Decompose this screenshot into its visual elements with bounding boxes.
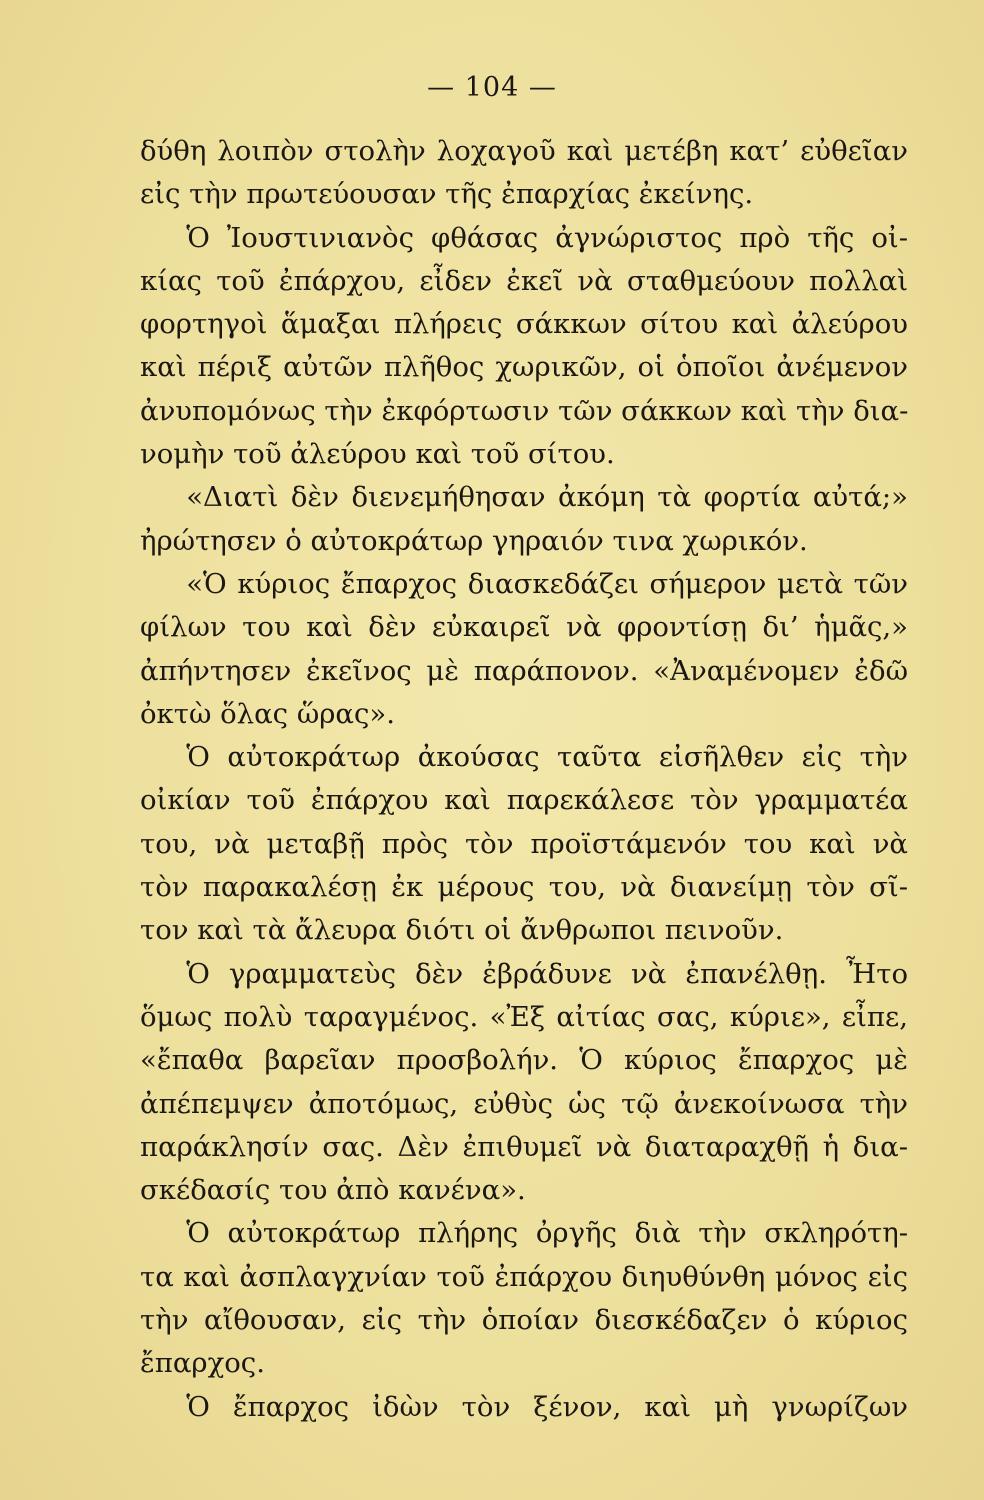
text-line: ὀκτὼ ὅλας ὥρας». bbox=[140, 697, 395, 730]
text-line: ἠρώτησεν ὁ αὐτοκράτωρ γηραιόν τινα χωρικόν. bbox=[140, 524, 808, 557]
text-line: «Διατὶ δὲν διενεμήθησαν ἀκόμη τὰ φορτία αὐτά;» bbox=[186, 481, 908, 514]
text-line: δύθη λοιπὸν στολὴν λοχαγοῦ καὶ μετέβη κατ’ εὐθεῖαν bbox=[140, 135, 908, 167]
text-line: ἀνυπομόνως τὴν ἐκφόρτωσιν τῶν σάκκων καὶ τὴν δια- bbox=[140, 394, 909, 427]
text-line: νομὴν τοῦ ἀλεύρου καὶ τοῦ σίτου. bbox=[140, 438, 615, 471]
text-line: καὶ πέριξ αὐτῶν πλῆθος χωρικῶν, οἱ ὁποῖοι ἀνέμενον bbox=[140, 351, 908, 384]
text-line: κίας τοῦ ἐπάρχου, εἶδεν ἐκεῖ νὰ σταθμεύουν πολλαὶ bbox=[140, 264, 908, 297]
text-line: φίλων του καὶ δὲν εὐκαιρεῖ νὰ φροντίσῃ δι’ ἡμᾶς,» bbox=[140, 611, 908, 644]
text-line: φορτηγοὶ ἅμαξαι πλήρεις σάκκων σίτου καὶ ἀλεύρου bbox=[140, 308, 908, 341]
text-line: «Ὁ κύριος ἔπαρχος διασκεδάζει σήμερον μετὰ τῶν bbox=[186, 567, 908, 600]
page-number: — 104 — bbox=[427, 72, 557, 103]
text-line: τον καὶ τὰ ἄλευρα διότι οἱ ἄνθρωποι πεινοῦν. bbox=[140, 914, 784, 947]
text-line: εἰς τὴν πρωτεύουσαν τῆς ἐπαρχίας ἐκείνης. bbox=[140, 178, 754, 211]
text-line: τα καὶ ἀσπλαγχνίαν τοῦ ἐπάρχου διηυθύνθη μόνος εἰς bbox=[140, 1260, 908, 1293]
text-line: Ὁ αὐτοκράτωρ ἀκούσας ταῦτα εἰσῆλθεν εἰς τὴν bbox=[186, 741, 908, 774]
text-line: Ὁ Ἰουστινιανὸς φθάσας ἀγνώριστος πρὸ τῆς οἰ- bbox=[186, 221, 908, 254]
text-line: τὴν αἴθουσαν, εἰς τὴν ὁποίαν διεσκέδαζεν ὁ κύριος bbox=[140, 1304, 908, 1337]
text-line: Ὁ ἔπαρχος ἰδὼν τὸν ξένον, καὶ μὴ γνωρίζων bbox=[186, 1390, 908, 1423]
text-line: ἔπαρχος. bbox=[140, 1347, 265, 1380]
text-line: ὅμως πολὺ ταραγμένος. «Ἐξ αἰτίας σας, κύριε», εἶπε, bbox=[140, 1000, 908, 1033]
text-line: Ὁ αὐτοκράτωρ πλήρης ὀργῆς διὰ τὴν σκληρότη- bbox=[186, 1217, 908, 1250]
text-line: του, νὰ μεταβῇ πρὸς τὸν προϊστάμενόν του καὶ νὰ bbox=[140, 827, 908, 860]
text-line: σκέδασίς του ἀπὸ κανένα». bbox=[140, 1174, 526, 1207]
text-line: ἀπήντησεν ἐκεῖνος μὲ παράπονον. «Ἀναμένομεν ἐδῶ bbox=[140, 654, 908, 687]
body-text bbox=[140, 130, 908, 1429]
text-line: Ὁ γραμματεὺς δὲν ἐβράδυνε νὰ ἐπανέλθῃ. Ἦτο bbox=[186, 957, 908, 990]
text-line: οἰκίαν τοῦ ἐπάρχου καὶ παρεκάλεσε τὸν γραμματέα bbox=[140, 784, 908, 817]
text-line: «ἔπαθα βαρεῖαν προσβολήν. Ὁ κύριος ἔπαρχος μὲ bbox=[140, 1044, 908, 1077]
text-line: παράκλησίν σας. Δὲν ἐπιθυμεῖ νὰ διαταραχθῇ ἡ δια- bbox=[140, 1130, 908, 1163]
text-line: τὸν παρακαλέσῃ ἐκ μέρους του, νὰ διανείμῃ τὸν σῖ- bbox=[140, 871, 908, 904]
text-line: ἀπέπεμψεν ἀποτόμως, εὐθὺς ὡς τῷ ἀνεκοίνωσα τὴν bbox=[140, 1087, 908, 1120]
